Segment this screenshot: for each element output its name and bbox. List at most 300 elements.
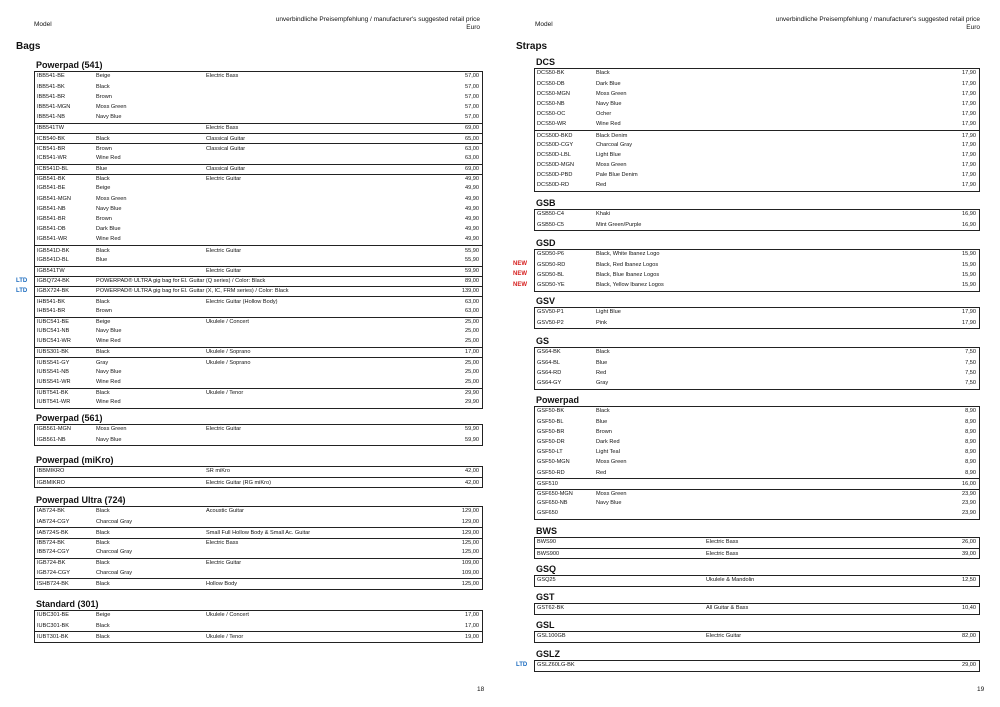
- price-header-line1: unverbindliche Preisempfehlung / manufacturer's suggested retail price: [275, 16, 480, 23]
- model-cell: DCS50D-LBL: [537, 151, 571, 158]
- price-cell: 63,00: [465, 154, 479, 161]
- model-cell: GSD50-BL: [537, 271, 565, 278]
- price-cell: 17,90: [962, 182, 976, 189]
- description-cell: Electric Bass: [206, 73, 239, 80]
- model-cell: GSL100GB: [537, 633, 566, 640]
- model-cell: IUBS541-WR: [37, 379, 71, 386]
- model-cell: GSB50-C5: [537, 221, 565, 228]
- color-cell: Moss Green: [596, 459, 627, 466]
- table-row: [35, 113, 482, 123]
- model-cell: IGB541-WR: [37, 236, 68, 243]
- table-row: [535, 140, 979, 150]
- table-row: [535, 538, 979, 548]
- color-cell: Black: [96, 247, 110, 254]
- ltd-badge: LTD: [516, 662, 528, 668]
- price-column-header: [276, 16, 480, 32]
- price-cell: 15,90: [962, 261, 976, 268]
- color-cell: Moss Green: [596, 162, 627, 169]
- table-row: [535, 509, 979, 519]
- color-cell: Black: [596, 349, 610, 356]
- price-cell: 16,00: [962, 480, 976, 487]
- group-title: Powerpad: [536, 395, 580, 405]
- table-row: [35, 174, 482, 184]
- table-row: [35, 103, 482, 113]
- table-row: [35, 296, 482, 306]
- price-cell: 109,00: [461, 560, 479, 567]
- color-cell: Black: [96, 83, 110, 90]
- price-cell: 25,00: [465, 338, 479, 345]
- description-cell: Ukulele & Mandolin: [706, 577, 755, 584]
- price-header-line2: Euro: [966, 24, 980, 31]
- table-row: [35, 568, 482, 578]
- model-cell: IBB541-NB: [37, 114, 65, 121]
- price-cell: 8,90: [965, 408, 976, 415]
- model-cell: IGBMIKRO: [37, 479, 65, 486]
- model-cell: IBB724-CGY: [37, 549, 70, 556]
- model-cell: IGB541-DB: [37, 226, 66, 233]
- model-cell: GSF510: [537, 480, 558, 487]
- color-cell: Moss Green: [96, 426, 127, 433]
- color-cell: Blue: [596, 418, 608, 425]
- price-cell: 17,90: [962, 90, 976, 97]
- model-cell: IUBT541-WR: [37, 399, 71, 406]
- model-column-header: Model: [535, 21, 553, 28]
- price-cell: 17,90: [962, 319, 976, 326]
- table-row: [535, 120, 979, 130]
- description-cell: Ukulele / Tenor: [206, 633, 244, 640]
- table-row: [535, 161, 979, 171]
- model-cell: GS64-GY: [537, 379, 562, 386]
- price-cell: 10,40: [962, 605, 976, 612]
- table-row: [35, 215, 482, 225]
- new-badge: NEW: [513, 261, 527, 268]
- model-cell: GSF50-BR: [537, 428, 565, 435]
- color-cell: Moss Green: [596, 90, 627, 97]
- color-cell: Light Teal: [596, 449, 620, 456]
- description-cell: Electric Guitar (RG miKro): [206, 479, 271, 486]
- model-cell: GSF650: [537, 510, 558, 517]
- price-cell: 26,00: [962, 539, 976, 546]
- table-row: [35, 477, 482, 487]
- price-cell: 49,90: [465, 185, 479, 192]
- model-cell: GSQ25: [537, 577, 556, 584]
- price-cell: 89,00: [465, 278, 479, 285]
- table-row: [35, 204, 482, 214]
- model-cell: GSF650-MGN: [537, 490, 573, 497]
- table-row: [535, 548, 979, 558]
- price-cell: 17,90: [962, 80, 976, 87]
- model-cell: GSD50-P6: [537, 251, 565, 258]
- price-table: [534, 68, 980, 192]
- color-cell: Moss Green: [96, 195, 127, 202]
- table-row: [35, 337, 482, 347]
- color-cell: Black Denim: [596, 132, 628, 139]
- model-cell: IGB541-NB: [37, 205, 66, 212]
- color-cell: Black: [96, 349, 110, 356]
- color-cell: Black: [96, 176, 110, 183]
- model-cell: GSF50-MGN: [537, 459, 570, 466]
- color-cell: Black: [96, 560, 110, 567]
- description-cell: Ukulele / Soprano: [206, 359, 251, 366]
- price-table: [534, 575, 980, 587]
- color-cell: Navy Blue: [96, 114, 122, 121]
- description-cell: Electric Bass: [706, 539, 739, 546]
- group-title: Powerpad (561): [36, 413, 103, 423]
- price-cell: 29,90: [465, 390, 479, 397]
- model-cell: IBB724-BK: [37, 539, 65, 546]
- group-title: GSQ: [536, 564, 557, 574]
- price-cell: 17,90: [962, 100, 976, 107]
- color-cell: Wine Red: [96, 338, 121, 345]
- table-row: [35, 72, 482, 82]
- color-cell: Black, Red Ibanez Logos: [596, 261, 659, 268]
- page-number: 19: [977, 686, 985, 693]
- table-row: [35, 425, 482, 435]
- description-cell: Acoustic Guitar: [206, 508, 244, 515]
- color-cell: Black: [96, 622, 110, 629]
- price-table: [34, 506, 483, 590]
- model-cell: IUBC541-BE: [37, 318, 70, 325]
- table-row: [35, 467, 482, 477]
- model-cell: IUBT541-BK: [37, 390, 69, 397]
- description-cell: Ukulele / Concert: [206, 318, 249, 325]
- model-cell: ICB541-BR: [37, 145, 66, 152]
- model-cell: DCS50-NB: [537, 100, 565, 107]
- price-cell: 69,00: [465, 125, 479, 132]
- model-cell: IGB541-MGN: [37, 195, 71, 202]
- color-cell: Red: [596, 469, 607, 476]
- color-cell: Navy Blue: [96, 328, 122, 335]
- category-title: Bags: [16, 41, 41, 52]
- color-cell: Navy Blue: [96, 205, 122, 212]
- price-table: [534, 307, 980, 329]
- model-cell: DCS50D-BKD: [537, 132, 573, 139]
- model-cell: GSF650-NB: [537, 500, 568, 507]
- price-cell: 16,90: [962, 211, 976, 218]
- model-cell: IBBMIKRO: [37, 468, 65, 475]
- model-cell: IBB541-BE: [37, 73, 65, 80]
- group-title: Powerpad Ultra (724): [36, 495, 126, 505]
- color-cell: Black: [96, 390, 110, 397]
- model-cell: GSF50-DR: [537, 438, 565, 445]
- color-cell: Brown: [596, 428, 612, 435]
- color-cell: Wine Red: [96, 379, 121, 386]
- page-number: 18: [477, 686, 485, 693]
- model-cell: IGB541TW: [37, 267, 65, 274]
- model-cell: IUBS301-BK: [37, 349, 69, 356]
- group-title: BWS: [536, 526, 557, 536]
- color-cell: Brown: [96, 307, 112, 314]
- price-cell: 39,00: [962, 550, 976, 557]
- color-cell: Black: [96, 135, 110, 142]
- price-cell: 57,00: [465, 83, 479, 90]
- model-cell: ICB541D-BL: [37, 166, 69, 173]
- model-cell: IGBQ724-BK: [37, 278, 70, 285]
- color-cell: Moss Green: [596, 490, 627, 497]
- price-cell: 25,00: [465, 359, 479, 366]
- model-cell: GSV50-P2: [537, 319, 564, 326]
- price-cell: 19,00: [465, 633, 479, 640]
- model-cell: ISHB724-BK: [37, 580, 69, 587]
- table-row: [35, 184, 482, 194]
- model-cell: IGB541-BR: [37, 216, 66, 223]
- model-cell: ICB541-WR: [37, 154, 67, 161]
- price-table: [534, 537, 980, 559]
- price-cell: 139,00: [461, 288, 479, 295]
- description-cell: Electric Bass: [206, 125, 239, 132]
- table-row: [35, 507, 482, 517]
- price-table: [534, 347, 980, 390]
- model-cell: GS64-BK: [537, 349, 561, 356]
- table-row: [535, 171, 979, 181]
- price-cell: 12,50: [962, 577, 976, 584]
- color-cell: Wine Red: [596, 121, 621, 128]
- description-cell: Ukulele / Tenor: [206, 390, 244, 397]
- table-row: [35, 92, 482, 102]
- color-cell: Black: [596, 408, 610, 415]
- price-cell: 17,90: [962, 141, 976, 148]
- price-cell: 25,00: [465, 379, 479, 386]
- model-cell: IAB724-CGY: [37, 518, 70, 525]
- model-cell: DCS50D-PBD: [537, 172, 573, 179]
- price-cell: 55,90: [465, 256, 479, 263]
- table-row: [535, 79, 979, 89]
- color-cell: Wine Red: [96, 236, 121, 243]
- price-cell: 63,00: [465, 145, 479, 152]
- table-row: [35, 538, 482, 548]
- price-header-line1: unverbindliche Preisempfehlung / manufacturer's suggested retail price: [775, 16, 980, 23]
- model-cell: GSLZ60LG-BK: [537, 662, 575, 669]
- price-table: [534, 603, 980, 615]
- price-cell: 17,90: [962, 151, 976, 158]
- color-cell: Blue: [96, 166, 108, 173]
- model-cell: IUBC301-BE: [37, 612, 70, 619]
- price-cell: 17,90: [962, 132, 976, 139]
- table-row: [35, 621, 482, 631]
- color-cell: Pink: [596, 319, 607, 326]
- price-cell: 17,90: [962, 70, 976, 77]
- table-row: [35, 378, 482, 388]
- table-row: [35, 245, 482, 255]
- color-cell: Brown: [96, 216, 112, 223]
- model-cell: IAB724-BK: [37, 508, 65, 515]
- table-row: [16, 276, 482, 286]
- table-row: [535, 250, 979, 260]
- ltd-badge: LTD: [16, 287, 28, 294]
- table-row: [35, 611, 482, 621]
- price-cell: 82,00: [962, 633, 976, 640]
- price-cell: 17,90: [962, 309, 976, 316]
- table-row: [535, 89, 979, 99]
- price-cell: 8,90: [965, 438, 976, 445]
- table-row: [35, 154, 482, 164]
- color-cell: Beige: [96, 318, 111, 325]
- price-cell: 49,90: [465, 216, 479, 223]
- description-cell: Electric Bass: [706, 550, 739, 557]
- group-title: Standard (301): [36, 599, 99, 609]
- table-row: [535, 417, 979, 427]
- description-cell: Electric Guitar: [206, 426, 242, 433]
- price-cell: 49,90: [465, 176, 479, 183]
- table-row: [535, 468, 979, 478]
- table-row: [35, 347, 482, 357]
- color-cell: Charcoal Gray: [96, 518, 133, 525]
- price-cell: 57,00: [465, 103, 479, 110]
- table-row: [35, 558, 482, 568]
- price-cell: 125,00: [461, 539, 479, 546]
- table-row: [535, 489, 979, 499]
- color-cell: Navy Blue: [596, 100, 622, 107]
- table-row: [535, 358, 979, 368]
- color-cell: Charcoal Gray: [96, 569, 133, 576]
- table-row: [535, 379, 979, 389]
- price-cell: 8,90: [965, 469, 976, 476]
- price-cell: 17,00: [465, 612, 479, 619]
- table-row: [513, 270, 979, 280]
- color-cell: Ocher: [596, 111, 612, 118]
- table-row: [535, 308, 979, 318]
- model-cell: IGB724-BK: [37, 560, 66, 567]
- model-cell: IGB541D-BL: [37, 256, 69, 263]
- model-cell: GSF50-LT: [537, 449, 563, 456]
- color-cell: Black: [96, 633, 110, 640]
- price-cell: 59,90: [465, 426, 479, 433]
- model-cell: GSD50-YE: [537, 281, 565, 288]
- model-cell: IGB541D-BK: [37, 247, 70, 254]
- price-cell: 42,00: [465, 479, 479, 486]
- price-table: [534, 631, 980, 643]
- table-row: [535, 368, 979, 378]
- color-cell: Blue: [596, 359, 608, 366]
- group-title: GSB: [536, 198, 556, 208]
- description-cell: SR miKro: [206, 468, 230, 475]
- table-row: [535, 576, 979, 586]
- group-title: GST: [536, 592, 555, 602]
- table-row: [35, 82, 482, 92]
- model-cell: IUBT301-BK: [37, 633, 69, 640]
- model-cell: IGB724-CGY: [37, 569, 70, 576]
- price-cell: 15,90: [962, 281, 976, 288]
- color-cell: Red: [596, 182, 607, 189]
- color-cell: Black, White Ibanez Logo: [596, 251, 660, 258]
- description-cell: Electric Guitar: [206, 176, 242, 183]
- model-cell: GS64-RD: [537, 369, 562, 376]
- table-row: [535, 458, 979, 468]
- table-row: [35, 388, 482, 398]
- color-cell: Charcoal Gray: [96, 549, 133, 556]
- price-list-page-19: [500, 0, 1000, 707]
- model-cell: GSD50-RD: [537, 261, 566, 268]
- price-cell: 59,90: [465, 436, 479, 443]
- table-row: [535, 181, 979, 191]
- color-cell: Black: [96, 580, 110, 587]
- color-cell: Black, Blue Ibanez Logos: [596, 271, 660, 278]
- description-cell: All Guitar & Bass: [706, 605, 749, 612]
- price-cell: 8,90: [965, 459, 976, 466]
- new-badge: NEW: [513, 281, 527, 288]
- description-cell: Electric Bass: [206, 539, 239, 546]
- color-cell: Gray: [596, 379, 609, 386]
- model-cell: IGBX724-BK: [37, 288, 70, 295]
- model-cell: GSF50-RD: [537, 469, 565, 476]
- color-cell: Blue: [96, 256, 108, 263]
- table-row: [535, 632, 979, 642]
- model-cell: IUBS541-GY: [37, 359, 70, 366]
- color-cell: Black: [596, 70, 610, 77]
- color-cell: Beige: [96, 73, 111, 80]
- price-cell: 129,00: [461, 508, 479, 515]
- table-row: [35, 123, 482, 133]
- color-cell: Gray: [96, 359, 109, 366]
- price-cell: 129,00: [461, 529, 479, 536]
- price-cell: 17,90: [962, 121, 976, 128]
- color-cell: Navy Blue: [596, 500, 622, 507]
- category-title: Straps: [516, 41, 548, 52]
- table-row: [513, 260, 979, 270]
- color-cell: Navy Blue: [96, 368, 122, 375]
- price-cell: 17,90: [962, 162, 976, 169]
- table-row: [35, 306, 482, 316]
- model-cell: IGB541-BK: [37, 176, 66, 183]
- description-cell: Classical Guitar: [206, 145, 246, 152]
- color-cell: Red: [596, 369, 607, 376]
- group-title: GSD: [536, 238, 556, 248]
- model-cell: IUBC541-WR: [37, 338, 71, 345]
- price-cell: 49,90: [465, 226, 479, 233]
- table-row: [35, 194, 482, 204]
- group-title: Powerpad (541): [36, 60, 103, 70]
- table-row: [35, 133, 482, 143]
- model-cell: IGB541-BE: [37, 185, 66, 192]
- table-row: [535, 151, 979, 161]
- color-cell: Dark Red: [596, 438, 620, 445]
- table-row: [35, 517, 482, 527]
- table-row: [535, 407, 979, 417]
- description-cell: Small Full Hollow Body & Small Ac. Guitar: [206, 529, 311, 536]
- group-title: GSV: [536, 296, 556, 306]
- color-cell: Light Blue: [596, 151, 621, 158]
- description-cell: Electric Guitar: [206, 267, 242, 274]
- table-row: [35, 235, 482, 245]
- price-table: [34, 610, 483, 643]
- price-cell: 25,00: [465, 318, 479, 325]
- table-row: [535, 100, 979, 110]
- model-cell: IGB561-NB: [37, 436, 66, 443]
- model-cell: IUBC301-BK: [37, 622, 70, 629]
- description-cell: Classical Guitar: [206, 135, 246, 142]
- new-badge: NEW: [513, 271, 527, 278]
- price-cell: 125,00: [461, 580, 479, 587]
- price-cell: 125,00: [461, 549, 479, 556]
- price-cell: 25,00: [465, 368, 479, 375]
- price-cell: 23,90: [962, 510, 976, 517]
- model-cell: DCS50-MGN: [537, 90, 570, 97]
- color-cell: Dark Blue: [596, 80, 621, 87]
- model-cell: IHB541-BK: [37, 298, 65, 305]
- price-cell: 57,00: [465, 114, 479, 121]
- price-cell: 69,00: [465, 166, 479, 173]
- color-cell: Black: [96, 529, 110, 536]
- color-cell: Wine Red: [96, 154, 121, 161]
- model-cell: IUBC541-NB: [37, 328, 70, 335]
- group-title: Powerpad (miKro): [36, 455, 114, 465]
- table-row: [535, 427, 979, 437]
- table-row: [16, 286, 482, 296]
- color-cell: POWERPAD® ULTRA gig bag for El. Guitar (Q series) / Color: Black: [96, 278, 266, 285]
- model-cell: IBB541-BR: [37, 93, 65, 100]
- table-row: [35, 143, 482, 153]
- model-cell: GSF50-BK: [537, 408, 565, 415]
